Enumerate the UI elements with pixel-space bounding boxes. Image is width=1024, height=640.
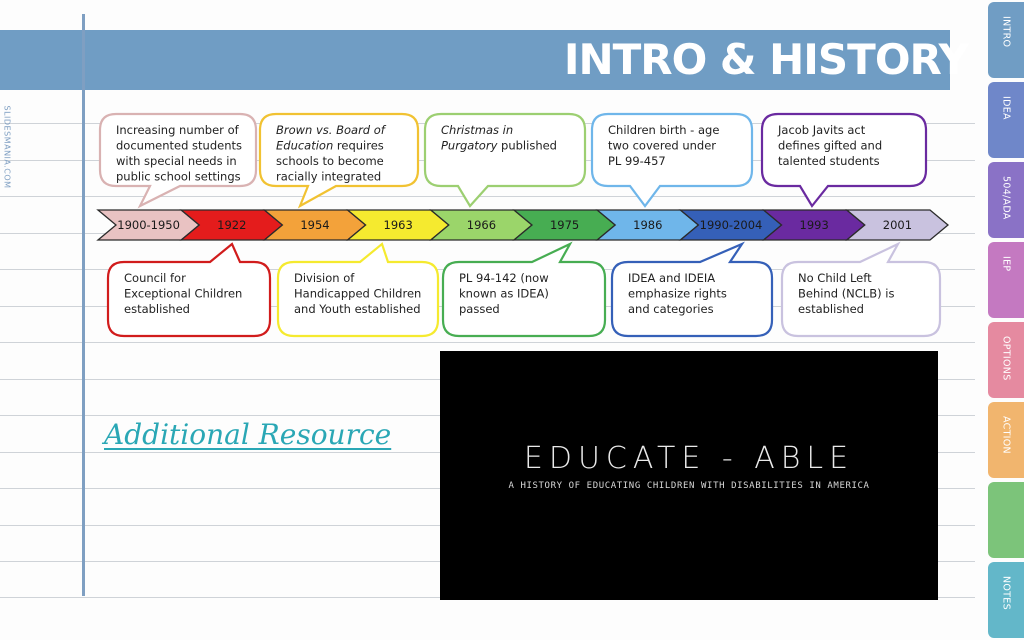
top-callout-text: schools to become [276, 154, 384, 168]
tab-idea[interactable] [988, 82, 1024, 158]
video-title: EDUCATE - ABLE [523, 441, 855, 476]
top-callout-text: Christmas in [441, 123, 514, 137]
tab-label: ACTION [1000, 416, 1012, 454]
section-tabs [988, 0, 1024, 640]
top-callout-text: Education requires [276, 138, 384, 153]
video-subtitle: A HISTORY OF EDUCATING CHILDREN WITH DISABILITIES IN AMERICA [508, 481, 870, 491]
bottom-callout-text: Exceptional Children [124, 286, 243, 301]
bottom-callout-text: and Youth established [294, 302, 421, 316]
timeline-year-label: 1993 [799, 218, 829, 232]
tab-label: INTRO [1000, 16, 1012, 48]
timeline-year-label: 1975 [549, 218, 580, 232]
bottom-callout-text: PL 94-142 (now [459, 271, 549, 285]
bottom-callout-text: passed [459, 302, 500, 316]
timeline-year-label: 1900-1950 [117, 218, 180, 232]
tab-action[interactable] [988, 402, 1024, 478]
top-callout-text: Children birth - age [608, 123, 720, 137]
top-callout-text: two covered under [608, 138, 717, 153]
timeline-year-label: 1986 [633, 218, 663, 232]
tab-unlabeled[interactable] [988, 482, 1024, 558]
bottom-callout-text: Behind (NCLB) is [798, 286, 895, 301]
top-callout-text: racially integrated [276, 169, 382, 184]
tab-intro[interactable] [988, 2, 1024, 78]
timeline-year-label: 1963 [383, 218, 413, 232]
tab-notes[interactable] [988, 562, 1024, 638]
top-callout-text: defines gifted and [778, 138, 883, 153]
bottom-callout-text: known as IDEA) [459, 286, 549, 301]
bottom-callout-text: established [798, 302, 864, 316]
tab-504-ada[interactable] [988, 162, 1024, 238]
top-callout-text: Purgatory published [441, 138, 557, 153]
additional-resource-link[interactable]: Additional Resource [104, 418, 392, 451]
top-callout-text: Jacob Javits act [778, 123, 866, 137]
timeline-year-label: 1954 [300, 218, 330, 232]
tab-label: IEP [1000, 256, 1012, 272]
top-callout-text: public school settings [116, 169, 241, 184]
top-callout-text: PL 99-457 [608, 154, 666, 168]
tab-label: 504/ADA [1000, 176, 1012, 220]
timeline-year-label: 1966 [466, 218, 497, 232]
bottom-callout-text: emphasize rights [628, 286, 727, 301]
tab-iep[interactable] [988, 242, 1024, 318]
top-callout-text: talented students [778, 154, 880, 168]
bottom-callout-text: Division of [294, 271, 355, 285]
bottom-callout-text: and categories [628, 302, 714, 316]
bottom-callout-text: No Child Left [798, 271, 872, 285]
bottom-callout-text: established [124, 302, 190, 316]
timeline-year-label: 2001 [882, 218, 913, 232]
top-callout-text: with special needs in [116, 154, 237, 168]
page-title: INTRO & HISTORY [563, 35, 968, 84]
timeline-year-label: 1990-2004 [699, 218, 763, 232]
timeline-year-label: 1922 [217, 218, 247, 232]
tab-label: NOTES [1000, 576, 1012, 610]
video-player[interactable] [440, 351, 938, 600]
top-callout-text: documented students [116, 138, 243, 153]
top-callout-text: Brown vs. Board of [276, 123, 385, 137]
tab-label: OPTIONS [1000, 336, 1012, 381]
tab-options[interactable] [988, 322, 1024, 398]
watermark-text: SLIDESMANIA.COM [2, 105, 12, 189]
tab-label: IDEA [1000, 96, 1012, 120]
bottom-callout-text: Handicapped Children [294, 286, 422, 301]
top-callout-text: Increasing number of [116, 123, 239, 137]
bottom-callout-text: IDEA and IDEIA [628, 271, 716, 285]
bottom-callout-text: Council for [124, 271, 186, 285]
